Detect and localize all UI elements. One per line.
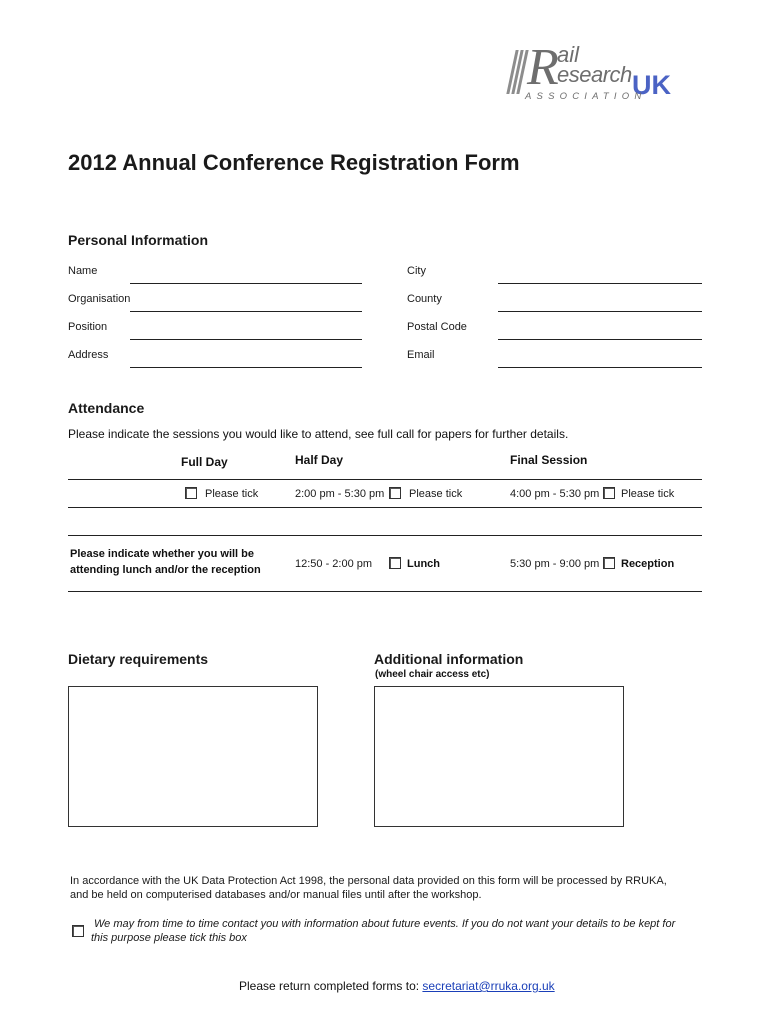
dietary-textarea[interactable] xyxy=(68,686,318,827)
reception-label: Reception xyxy=(621,558,675,570)
optout-line1: We may from time to time contact you with information about future events. If you do not want your details to be kept for xyxy=(94,918,676,930)
organisation-field[interactable] xyxy=(130,311,362,312)
address-label: Address xyxy=(68,349,109,361)
name-label: Name xyxy=(68,265,98,277)
optout-line2: this purpose please tick this box xyxy=(91,932,247,944)
col-final-session: Final Session xyxy=(510,453,588,467)
data-protection-notice xyxy=(70,874,720,902)
attendance-instructions: Please indicate the sessions you would like to attend, see full call for papers for further details. xyxy=(68,427,569,441)
address-field[interactable] xyxy=(130,367,362,368)
lunch-time: 12:50 - 2:00 pm xyxy=(295,558,373,570)
half-day-time: 2:00 pm - 5:30 pm xyxy=(295,488,385,500)
county-label: County xyxy=(407,293,442,305)
lunch-label: Lunch xyxy=(407,558,440,570)
postal-code-field[interactable] xyxy=(498,339,702,340)
additional-textarea[interactable] xyxy=(374,686,624,827)
attendance-heading: Attendance xyxy=(68,400,145,416)
half-day-checkbox[interactable] xyxy=(389,487,401,499)
final-session-checkbox[interactable] xyxy=(603,487,615,499)
footer-prefix: Please return completed forms to: xyxy=(239,979,423,993)
dietary-heading: Dietary requirements xyxy=(68,651,209,667)
city-field[interactable] xyxy=(498,283,702,284)
logo-research: esearch xyxy=(557,62,632,87)
optout-notice xyxy=(91,917,721,945)
city-label: City xyxy=(407,265,426,277)
divider xyxy=(68,591,702,592)
county-field[interactable] xyxy=(498,311,702,312)
page-title: 2012 Annual Conference Registration Form xyxy=(68,150,520,175)
footer-return xyxy=(239,979,555,993)
full-day-tick-label: Please tick xyxy=(205,488,259,500)
rruka-logo xyxy=(505,39,680,104)
email-field[interactable] xyxy=(498,367,702,368)
lunch-question-line1: Please indicate whether you will be xyxy=(70,548,255,560)
position-field[interactable] xyxy=(130,339,362,340)
optout-checkbox[interactable] xyxy=(72,925,84,937)
lunch-checkbox[interactable] xyxy=(389,557,401,569)
final-session-time: 4:00 pm - 5:30 pm xyxy=(510,488,600,500)
divider xyxy=(68,479,702,480)
email-label: Email xyxy=(407,349,435,361)
data-protection-line1: In accordance with the UK Data Protection Act 1998, the personal data provided on this form will be processed by RRUKA, xyxy=(70,875,667,887)
col-half-day: Half Day xyxy=(295,453,344,467)
data-protection-line2: and be held on computerised databases and/or manual files until after the workshop. xyxy=(70,889,482,901)
half-day-tick-label: Please tick xyxy=(409,488,463,500)
divider xyxy=(68,535,702,536)
additional-heading: Additional information xyxy=(374,651,524,667)
name-field[interactable] xyxy=(130,283,362,284)
postal-code-label: Postal Code xyxy=(407,321,467,333)
position-label: Position xyxy=(68,321,108,333)
logo-uk: UK xyxy=(632,70,671,100)
logo-ail: ail xyxy=(557,42,580,67)
final-session-tick-label: Please tick xyxy=(621,488,675,500)
organisation-label: Organisation xyxy=(68,293,131,305)
reception-checkbox[interactable] xyxy=(603,557,615,569)
col-full-day: Full Day xyxy=(181,455,228,469)
logo-r: R xyxy=(527,39,559,96)
additional-subheading: (wheel chair access etc) xyxy=(375,669,490,680)
footer-email-link[interactable]: secretariat@rruka.org.uk xyxy=(422,979,555,993)
reception-time: 5:30 pm - 9:00 pm xyxy=(510,558,600,570)
logo-association: ASSOCIATION xyxy=(525,91,647,102)
personal-heading: Personal Information xyxy=(68,232,209,248)
lunch-question-line2: attending lunch and/or the reception xyxy=(70,564,261,576)
divider xyxy=(68,507,702,508)
full-day-checkbox[interactable] xyxy=(185,487,197,499)
